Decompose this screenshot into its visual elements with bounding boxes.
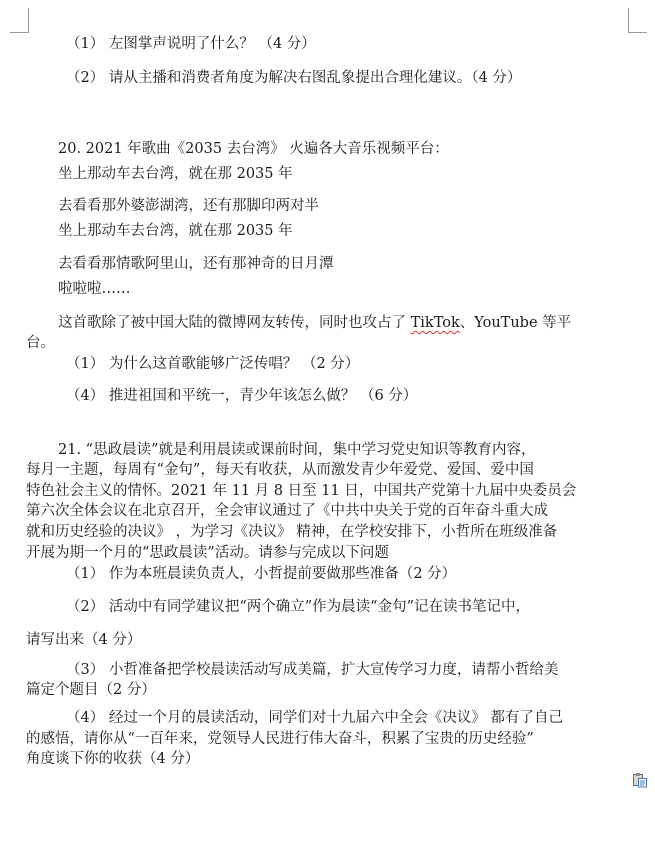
q20-lyric: 去看看那情歌阿里山，还有那神奇的日月潭 xyxy=(58,256,334,272)
q21-sub3: （3） 小哲准备把学校晨读活动写成美篇，扩大宣传学习力度，请帮小哲给美 xyxy=(66,662,559,678)
q20-sub1: （1） 为什么这首歌能够广泛传唱？ （2 分） xyxy=(66,356,360,372)
q21-sub3-cont: 篇定个题目（2 分） xyxy=(26,682,156,698)
q20-lyric: 坐上那动车去台湾，就在那 2035 年 xyxy=(58,166,293,182)
q21-paragraph-line: 21. “思政晨读”就是利用晨读或课前时间，集中学习党史知识等教育内容， xyxy=(58,442,536,458)
q20-paragraph-text: 这首歌除了被中国大陆的微博网友转传，同时也攻占了 xyxy=(58,315,411,331)
q20-sub4: （4） 推进祖国和平统一，青少年该怎么做？ （6 分） xyxy=(66,388,418,404)
q21-sub1: （1） 作为本班晨读负责人，小哲提前要做那些准备（2 分） xyxy=(66,566,457,582)
q21-sub2-cont: 请写出来（4 分） xyxy=(26,632,142,648)
q20-paragraph-line2: 台。 xyxy=(26,335,55,351)
paste-options-icon[interactable] xyxy=(632,772,648,788)
q19-sub1: （1） 左图掌声说明了什么？ （4 分） xyxy=(66,36,316,52)
q21-sub4-cont: 的感悟，请你从“一百年来，党领导人民进行伟大奋斗，积累了宝贵的历史经验” xyxy=(26,731,534,747)
q20-paragraph-text: 、YouTube 等平 xyxy=(459,315,572,331)
q21-paragraph-line: 第六次全体会议在北京召开，全会审议通过了《中共中央关于党的百年奋斗重大成 xyxy=(26,503,548,519)
spellcheck-word[interactable]: TikTok xyxy=(410,315,460,331)
crop-mark-icon xyxy=(628,8,647,33)
crop-mark-icon xyxy=(10,8,29,33)
q21-paragraph-line: 每月一主题，每周有“金句”，每天有收获，从而激发青少年爱党、爱国、爱中国 xyxy=(26,462,534,478)
q21-sub4-cont: 角度谈下你的收获（4 分） xyxy=(26,751,200,767)
q21-sub2: （2） 活动中有同学建议把“两个确立”作为晨读“金句”记在读书笔记中， xyxy=(66,599,530,615)
q19-sub2: （2） 请从主播和消费者角度为解决右图乱象提出合理化建议。（4 分） xyxy=(66,70,522,86)
q20-lyric: 去看看那外婆澎湖湾，还有那脚印两对半 xyxy=(58,198,319,214)
q20-lyric: 坐上那动车去台湾，就在那 2035 年 xyxy=(58,223,293,239)
q20-lyric: 啦啦啦…… xyxy=(58,281,131,297)
q21-paragraph-line: 特色社会主义的情怀。2021 年 11 月 8 日至 11 日，中国共产党第十九届中央委员会 xyxy=(26,483,577,499)
q21-sub4: （4） 经过一个月的晨读活动，同学们对十九届六中全会《决议》 都有了自己 xyxy=(66,710,563,726)
q20-intro: 20. 2021 年歌曲《2035 去台湾》 火遍各大音乐视频平台： xyxy=(58,141,449,157)
q20-paragraph xyxy=(58,313,571,333)
q21-paragraph-line: 开展为期一个月的“思政晨读”活动。请参与完成以下问题 xyxy=(26,545,389,561)
q21-paragraph-line: 就和历史经验的决议》 ，为学习《决议》 精神，在学校安排下，小哲所在班级准备 xyxy=(26,524,558,540)
